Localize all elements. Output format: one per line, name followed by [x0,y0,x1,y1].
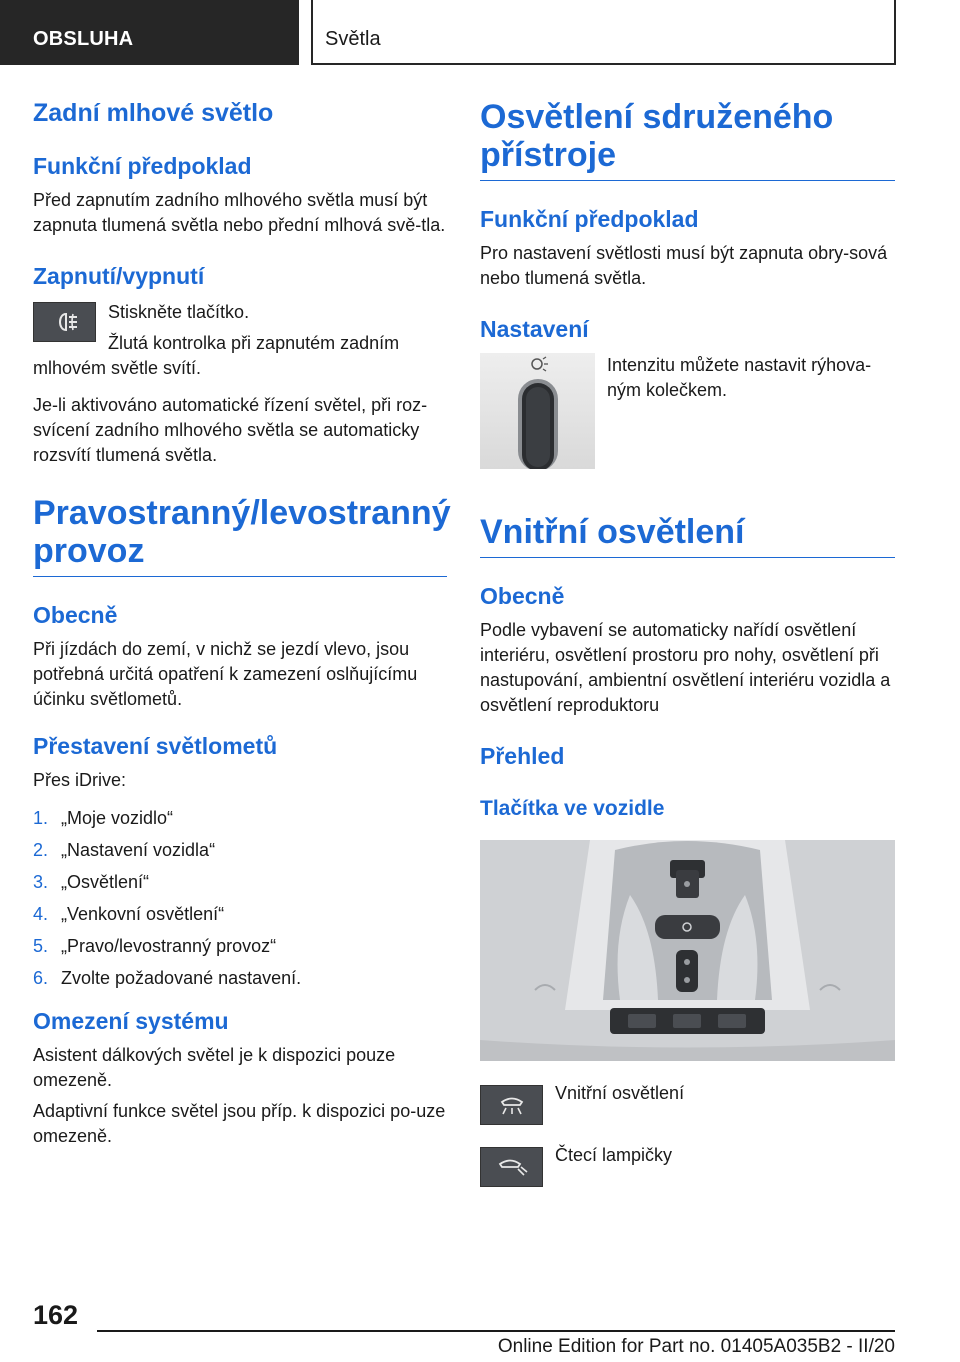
traffic-general-text: Při jízdách do zemí, v nichž se jezdí vlevo, jsou potřebná určitá opatření k zamezení oslňujícímu účinku světlometů. [33,639,418,709]
rear-fog-title: Zadní mlhové světlo [33,99,274,127]
right-column [480,98,895,1187]
rear-fog-light-icon [50,311,80,333]
rear-fog-button-image [33,302,96,342]
interior-light-label: Vnitřní osvětlení [555,1083,685,1103]
left-column [33,98,451,1149]
cluster-precond-title: Funkční předpoklad [480,206,699,232]
list-item: 1. „Moje vozidlo“ [33,808,174,828]
system-limits-text1: Asistent dálkových světel je k dispozici pouze omezeně. [33,1045,396,1090]
instrument-light-icon [532,357,548,371]
chapter-tab [311,0,896,65]
cluster-setting-title: Nastavení [480,316,589,342]
interior-light-button-image [480,1085,543,1125]
overhead-console-image [480,840,895,1061]
cluster-precond-text: Pro nastavení světlosti musí být zapnuta obry-sová nebo tlumená světla. [480,243,888,288]
footer-divider [97,1330,895,1332]
headlight-adjust-title: Přestavení světlometů [33,733,278,759]
edition-note: Online Edition for Part no. 01405A035B2 - II/20 [497,1336,895,1357]
overview-title: Přehled [480,743,565,769]
page-number: 162 [33,1300,79,1330]
section-tab [0,0,299,65]
rear-fog-onoff-title: Zapnutí/vypnutí [33,263,205,289]
interior-general-title: Obecně [480,583,565,609]
buttons-title: Tlačítka ve vozidle [480,797,665,820]
reading-light-label: Čtecí lampičky [555,1145,673,1165]
rear-fog-precond-title: Funkční předpoklad [33,153,252,179]
list-item: 3. „Osvětlení“ [33,872,150,892]
cluster-setting-text: Intenzitu můžete nastavit rýhova-ným kolečkem. [607,355,872,400]
chapter-title: Světla [325,28,381,50]
cluster-title: Osvětlení sdruženého přístroje [480,98,895,181]
reading-light-icon [492,1155,532,1179]
dimmer-wheel-image [480,353,595,469]
idrive-steps-list [33,806,447,991]
interior-light-icon [492,1093,532,1117]
rear-fog-onoff-text1: Stiskněte tlačítko. [108,302,250,322]
section-title: OBSLUHA [33,28,134,50]
rear-fog-onoff-text3: Je-li aktivováno automatické řízení světel, při roz-svícení zadního mlhového světla se automaticky rozsvítí tlumená světla. [33,395,428,465]
traffic-general-title: Obecně [33,602,118,628]
rear-fog-precond-text: Před zapnutím zadního mlhového světla musí být zapnuta tlumená světla nebo přední mlhová svě-tla. [33,190,446,235]
system-limits-title: Omezení systému [33,1008,229,1034]
interior-general-text: Podle vybavení se automaticky nařídí osvětlení interiéru, osvětlení prostoru pro nohy, osvětlení při nastupování, ambientní osvětlení interiéru vozidla a osvětlení reproduktoru [480,620,891,715]
reading-light-button-image [480,1147,543,1187]
headlight-adjust-intro: Přes iDrive: [33,770,127,790]
list-item: 5. „Pravo/levostranný provoz“ [33,936,277,956]
list-item: 2. „Nastavení vozidla“ [33,840,216,860]
interior-title: Vnitřní osvětlení [480,513,895,558]
system-limits-text2: Adaptivní funkce světel jsou příp. k dispozici po-uze omezeně. [33,1101,446,1146]
list-item: 6. Zvolte požadované nastavení. [33,968,302,988]
traffic-title: Pravostranný/levostranný provoz [33,494,447,577]
list-item: 4. „Venkovní osvětlení“ [33,904,225,924]
rear-fog-onoff-text2: Žlutá kontrolka při zapnutém zadním mlhovém světle svítí. [33,333,400,378]
